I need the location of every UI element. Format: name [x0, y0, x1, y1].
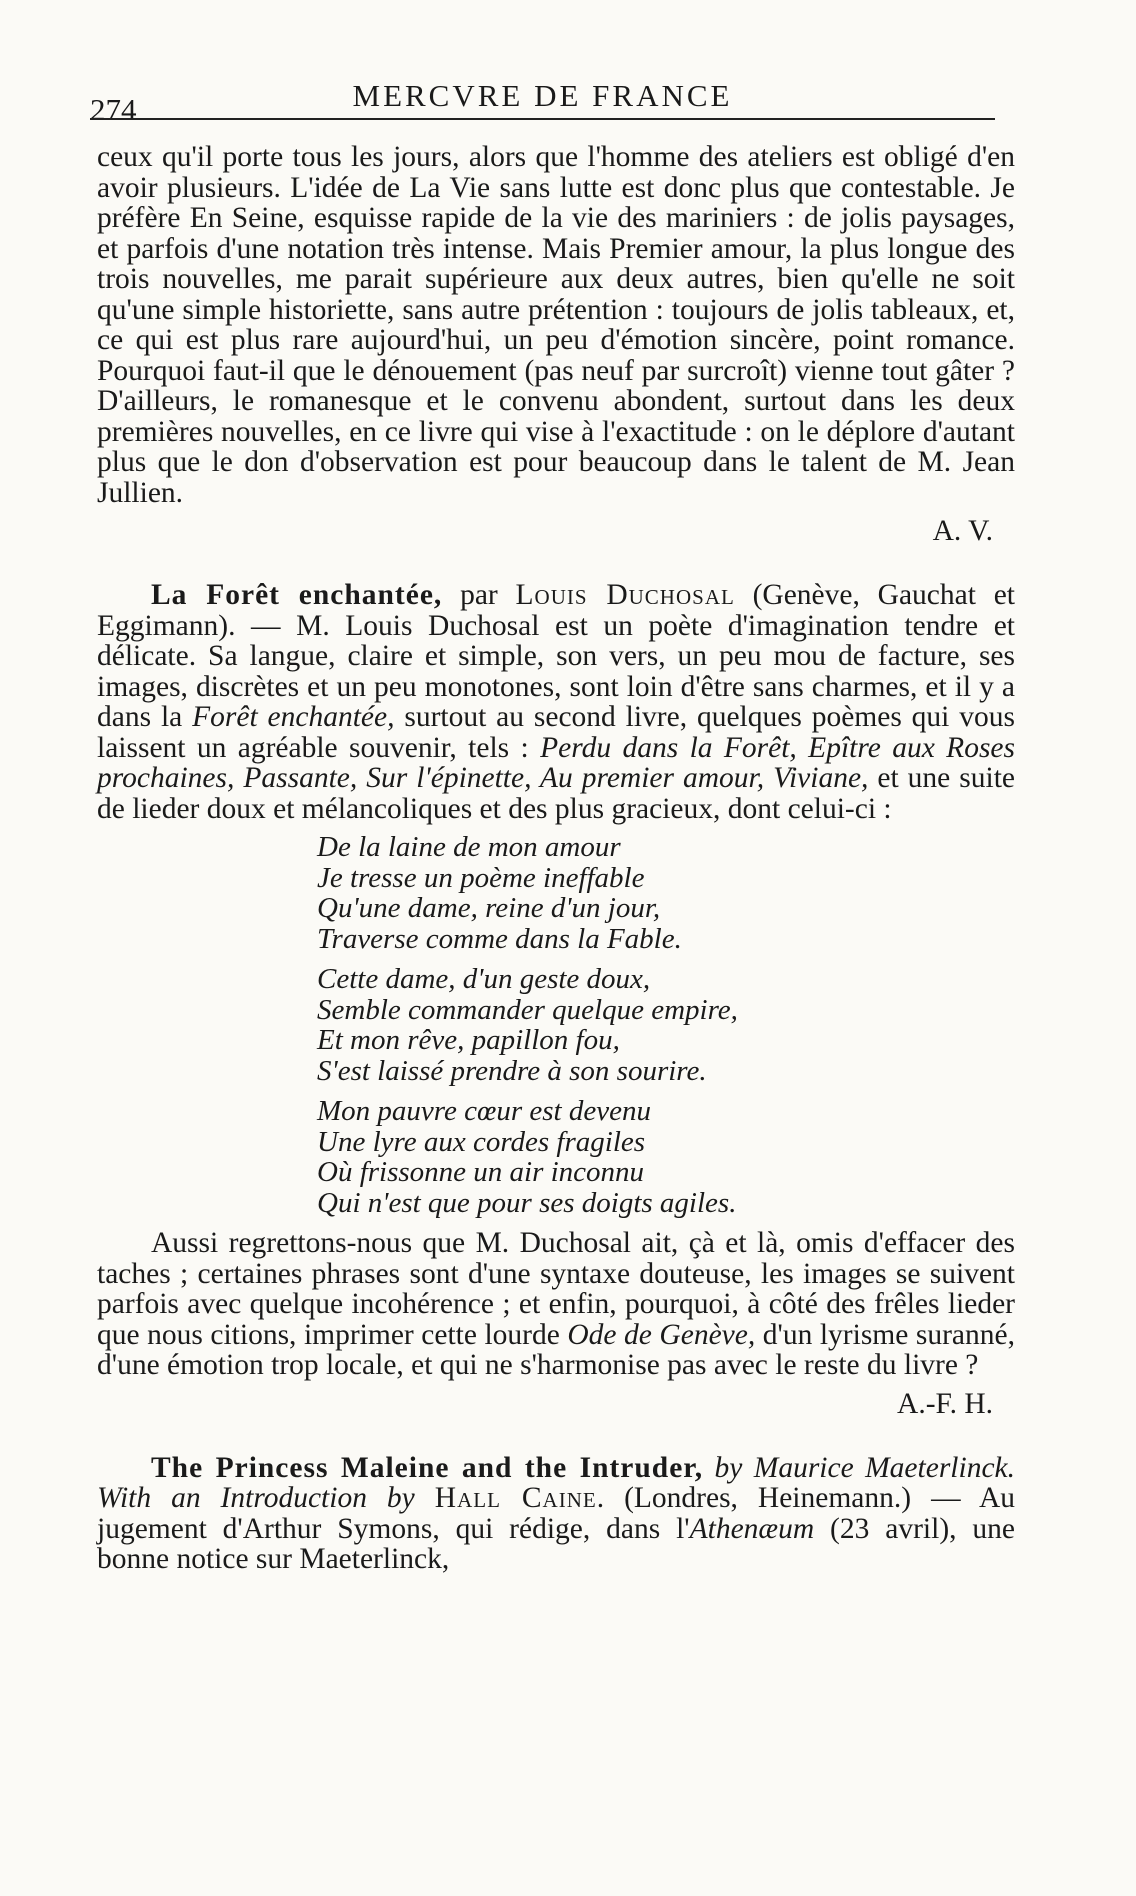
- review-2-text-a: M. Louis Duchosal est un poète d'imagination tendre et délicate. Sa langue, claire et simple, son vers, un peu mou de facture, ses images, discrètes et un peu monotones, sont loin d'être sans charmes, et il y a dans la: [97, 609, 1015, 733]
- poem-line: De la laine de mon amour: [317, 831, 621, 863]
- poem-stanza: [317, 832, 1015, 954]
- review-3-text-a: Au jugement d'Arthur Symons, qui rédige, dans l': [97, 1482, 1015, 1545]
- review-2-by: par: [442, 579, 516, 611]
- review-2-text-c: et une suite de lieder doux et mélancoliques et des plus gracieux, dont celui-ci :: [97, 762, 1015, 825]
- review-2-italic-b: Perdu dans la Forêt, Epître aux Roses prochaines, Passante, Sur l'épinette, Au premier amour, Viviane,: [97, 731, 1015, 794]
- poem-line: Qui n'est que pour ses doigts agiles.: [317, 1186, 737, 1219]
- poem-stanza: [317, 964, 1015, 1086]
- poem-stanza: [317, 1096, 1015, 1218]
- review-3-publisher: . (Londres, Heinemann.) —: [596, 1482, 979, 1514]
- poem-line: Je tresse un poème ineffable: [317, 861, 645, 894]
- review-3-by: by Maurice Maeterlinck. With an Introduction by: [97, 1451, 1016, 1514]
- review-1-signature: A. V.: [932, 515, 993, 547]
- poem-line: Mon pauvre cœur est devenu: [317, 1095, 651, 1127]
- review-1-paragraph: ceux qu'il porte tous les jours, alors que l'homme des ateliers est obligé d'en avoir plusieurs. L'idée de La Vie sans lutte est donc plus que contestable. Je préfère En Seine, esquisse rapide de la vie des mariniers : de jolis paysages, et parfois d'une notation très intense. Mais Premier amour, la plus longue des trois nouvelles, me parait supérieure aux deux autres, bien qu'elle ne soit qu'une simple historiette, sans autre prétention : toujours de jolis tableaux, et, ce qui est plus rare aujourd'hui, un peu d'émotion sincère, point romance. Pourquoi faut-il que le dénouement (pas neuf par surcroît) vienne tout gâter ? D'ailleurs, le romanesque et le convenu abondent, surtout dans les deux premières nouvelles, en ce livre qui vise à l'exactitude : on le déplore d'autant plus que le don d'observation est pour beaucoup dans le talent de M. Jean Jullien.: [97, 141, 1015, 509]
- poem: [317, 832, 1015, 1218]
- review-2-closing-paragraph: [97, 1228, 1015, 1381]
- review-3-author: Hall Caine: [434, 1482, 597, 1514]
- poem-line: Cette dame, d'un geste doux,: [317, 963, 651, 995]
- review-2-text-b: surtout au second livre, quelques poèmes qui vous laissent un agréable souvenir, tels :: [97, 701, 1015, 764]
- review-3-title: The Princess Maleine and the Intruder,: [151, 1451, 704, 1484]
- running-head: MERCVRE DE FRANCE: [352, 78, 733, 113]
- poem-line: Traverse comme dans la Fable.: [317, 922, 682, 955]
- body-text: [97, 142, 1015, 1575]
- poem-line: Où frissonne un air inconnu: [317, 1156, 645, 1188]
- review-2-after-italic: Ode de Genève,: [567, 1318, 756, 1351]
- review-2-italic-a: Forêt enchantée,: [192, 701, 395, 733]
- page-header: [90, 78, 995, 127]
- poem-line: S'est laissé prendre à son sourire.: [317, 1054, 707, 1087]
- review-2-paragraph: [97, 580, 1015, 824]
- page-number: 274: [90, 92, 137, 127]
- review-3-text-b: (23 avril), une bonne notice sur Maeterlinck,: [97, 1512, 1015, 1575]
- review-2-author: Louis Duchosal: [515, 579, 735, 611]
- spacer: [97, 550, 1015, 580]
- review-2-after-b: d'un lyrisme suranné, d'une émotion trop locale, et qui ne s'harmonise pas avec le reste du livre ?: [97, 1318, 1015, 1381]
- review-3-paragraph: [97, 1453, 1015, 1575]
- poem-line: Une lyre aux cordes fragiles: [317, 1125, 646, 1158]
- spacer: [97, 1423, 1015, 1453]
- poem-line: Qu'une dame, reine d'un jour,: [317, 892, 661, 924]
- header-rule: [90, 118, 995, 120]
- review-2-after-a: Aussi regrettons-nous que M. Duchosal ait, çà et là, omis d'effacer des taches ; certaines phrases sont d'une syntaxe douteuse, les images se suivent parfois avec quelque incohérence ; et enfin, pourquoi, à côté des frêles lieder que nous citions, imprimer cette lourde: [97, 1227, 1015, 1351]
- review-3-italic-a: Athenæum: [689, 1512, 815, 1545]
- review-2-publisher: (Genève, Gauchat et Eggimann). —: [97, 579, 1015, 642]
- review-2-signature: A.-F. H.: [897, 1387, 993, 1420]
- review-2-title: La Forêt enchantée,: [151, 579, 443, 611]
- poem-line: Et mon rêve, papillon fou,: [317, 1024, 620, 1056]
- poem-line: Semble commander quelque empire,: [317, 993, 738, 1026]
